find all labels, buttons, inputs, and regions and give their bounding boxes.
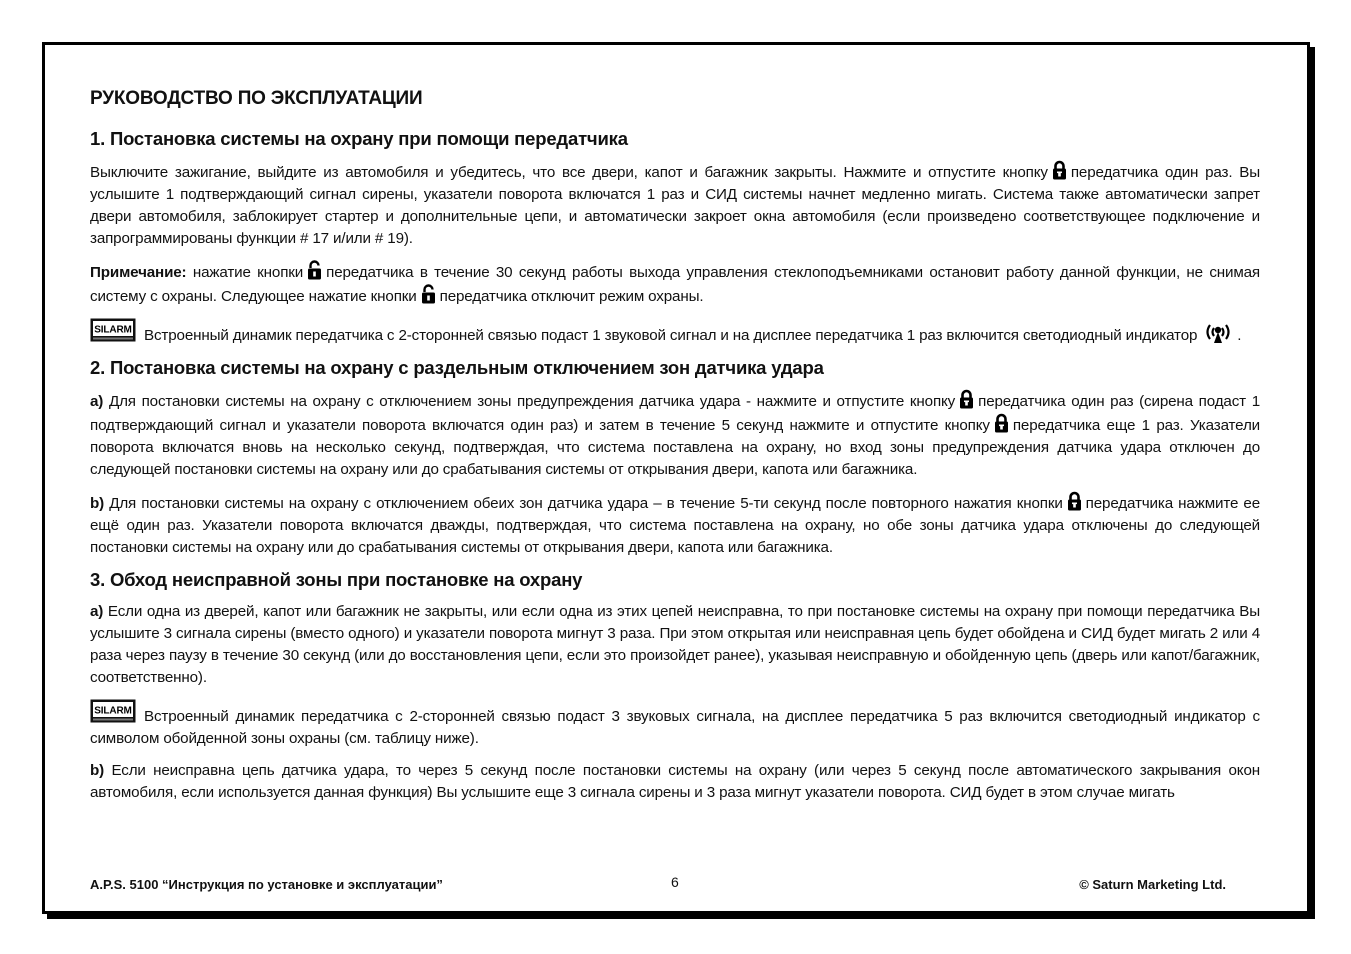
unlock-icon xyxy=(421,284,436,304)
section-3-paragraph-b xyxy=(90,760,1260,804)
s1-silarm-text: Встроенный динамик передатчика с 2-сторонней связью подаст 1 звуковой сигнал и на дисплее передатчика 1 раз включится светодиодный индикатор xyxy=(144,327,1198,344)
silarm-logo-text: SILARM xyxy=(94,705,132,717)
s3-b-text: Если неисправна цепь датчика удара, то через 5 секунд после постановки системы на охрану (или через 5 секунд после автоматического закрывания окон автомобиля, если используется данная функция) Вы услышите еще 3 сигнала сирены и 3 раза мигнут указатели поворота. СИД будет в этом случае мигать xyxy=(90,762,1260,801)
page-footer xyxy=(90,874,1226,897)
section-2-paragraph-a xyxy=(90,389,1260,481)
s2-b-text-1: Для постановки системы на охрану с отключением обеих зон датчика удара – в течение 5-ти секунд после повторного нажатия кнопки xyxy=(109,495,1063,512)
lock-icon xyxy=(994,413,1009,433)
section-2 xyxy=(90,357,1260,559)
s3-a-label: a) xyxy=(90,603,104,620)
footer-document-title: A.P.S. 5100 “Инструкция по установке и эксплуатации” xyxy=(90,877,443,892)
s1-silarm-end: . xyxy=(1237,327,1242,344)
note-text-b: передатчика в течение 30 секунд работы выхода управления стеклоподъемниками остановит работу данной функции, не снимая систему с охраны. Следующее нажатие кнопки xyxy=(90,264,1261,305)
antenna-signal-icon xyxy=(1201,322,1235,344)
section-3-paragraph-a xyxy=(90,601,1260,689)
section-3-silarm-paragraph xyxy=(90,699,1260,750)
note-label: Примечание: xyxy=(90,264,187,281)
silarm-logo-icon xyxy=(90,318,136,342)
section-1-heading: 1. Постановка системы на охрану при помощи передатчика xyxy=(90,128,628,149)
page-number: 6 xyxy=(671,874,679,890)
s2-b-text-2: передатчика нажмите ее ещё один раз. Указатели поворота включатся дважды, подтверждая, что система поставлена на охрану, но обе зоны датчика удара отключены до следующей постановки системы на охрану или до срабатывания системы от открывания двери, капота или багажника. xyxy=(90,495,1260,556)
s2-a-label: a) xyxy=(90,393,104,410)
section-1-silarm-paragraph xyxy=(90,318,1260,347)
lock-icon xyxy=(1067,491,1082,511)
note-text-c: передатчика отключит режим охраны. xyxy=(439,288,704,305)
section-1-note xyxy=(90,260,1260,308)
s3-silarm-text: Встроенный динамик передатчика с 2-сторонней связью подаст 3 звуковых сигнала, на дисплее передатчика 5 раз включится светодиодный индикатор с символом обойденной зоны охраны (см. таблицу ниже). xyxy=(90,708,1260,747)
page-content xyxy=(90,88,1260,814)
section-1 xyxy=(90,128,1260,347)
s2-a-text-2: передатчика один раз (сирена подаст 1 подтверждающий сигнал и указатели поворота включатся один раз) и затем в течение 5 секунд нажмите и отпустите кнопку xyxy=(90,393,1260,434)
section-1-paragraph xyxy=(90,160,1260,250)
s1-text-b: передатчика один раз. Вы услышите 1 подтверждающий сигнал сирены, указатели поворота включатся 1 раз и СИД системы начнет медленно мигать. Система также автоматически запрет двери автомобиля, заблокирует стартер и дополнительные цепи, и автоматически закроет окна автомобиля (если произведено соответствующее подключение и запрограммированы функции # 17 и/или # 19). xyxy=(90,164,1260,247)
footer-copyright: © Saturn Marketing Ltd. xyxy=(1079,877,1226,892)
s2-a-text-1: Для постановки системы на охрану с отключением зоны предупреждения датчика удара - нажмите и отпустите кнопку xyxy=(108,393,956,410)
silarm-logo-text: SILARM xyxy=(94,324,132,336)
lock-icon xyxy=(1052,160,1067,180)
note-text-a: нажатие кнопки xyxy=(192,264,304,281)
s2-a-text-3: передатчика еще 1 раз. Указатели поворота включатся вновь на несколько секунд, подтверждая, что система поставлена на охрану, но вход зоны предупреждения датчика удара отключен до следующей постановки системы на охрану или до срабатывания системы от открывания двери, капота или багажника. xyxy=(90,417,1261,478)
section-2-paragraph-b xyxy=(90,491,1260,559)
unlock-icon xyxy=(307,260,322,280)
section-3 xyxy=(90,569,1260,804)
silarm-logo-icon xyxy=(90,699,136,723)
s3-a-text: Если одна из дверей, капот или багажник не закрыты, или если одна из этих цепей неисправна, то при постановке системы на охрану при помощи передатчика Вы услышите 3 сигнала сирены (вместо одного) и указатели поворота мигнут 3 раза. При этом открытая или неисправная цепь будет обойдена и СИД будет мигать 2 или 4 раза через паузу в течение 30 секунд (или до восстановления цепи, если это произойдет ранее), указывая неисправную и обойденную цепь (дверь или капот/багажник, соответственно). xyxy=(90,603,1260,686)
s1-text-a: Выключите зажигание, выйдите из автомобиля и убедитесь, что все двери, капот и багажник закрыты. Нажмите и отпустите кнопку xyxy=(90,164,1048,181)
section-3-heading: 3. Обход неисправной зоны при постановке на охрану xyxy=(90,569,583,590)
s2-b-label: b) xyxy=(90,495,105,512)
document-title: РУКОВОДСТВО ПО ЭКСПЛУАТАЦИИ xyxy=(90,88,423,109)
s3-b-label: b) xyxy=(90,762,105,779)
section-2-heading: 2. Постановка системы на охрану с раздельным отключением зон датчика удара xyxy=(90,357,824,378)
lock-icon xyxy=(959,389,974,409)
